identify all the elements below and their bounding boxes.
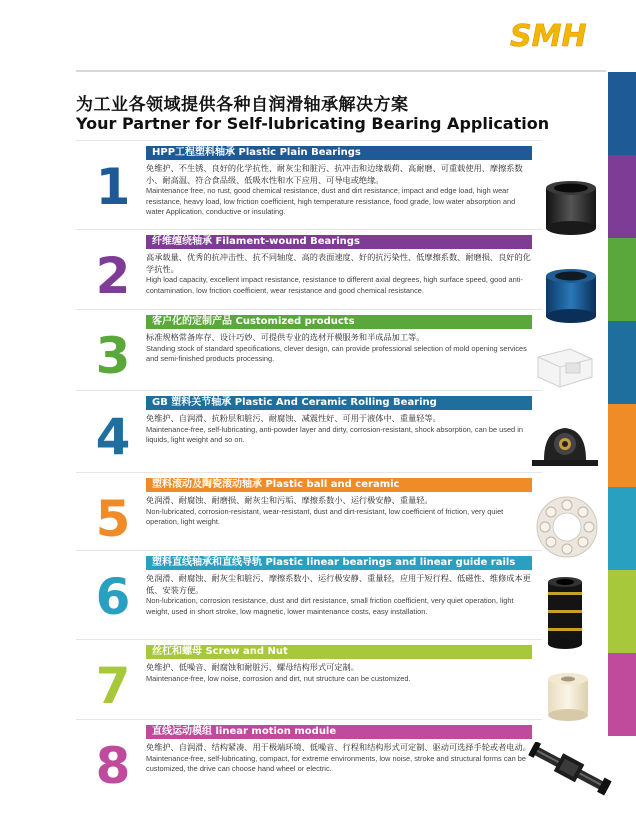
- section-desc-cn: 高承载量、优秀的抗冲击性、抗不同轴度、高的表面速度、好的抗污染性、低摩擦系数、耐磨损、良好的化学抗性。: [146, 252, 531, 274]
- side-tab-2: [608, 155, 636, 238]
- section-desc-en: Non-lubricated, corrosion-resistant, wear-resistant, dust and dirt-resistant, low coefficient of friction, very quiet operation, light weight.: [146, 506, 504, 526]
- pillow-block-bearing-image: [528, 420, 602, 474]
- section-desc-cn: 免润滑、耐腐蚀、耐灰尘和脏污、摩擦系数小、运行极安静、重量轻，应用于短行程、低磁性、维修成本更低、安装方便。: [146, 573, 531, 595]
- section-desc-en: Maintenance-free, self-lubricating, compact, for extreme environments, low noise, stroke and structural forms can be customized, the drive can choose hand wheel or electric.: [146, 753, 526, 773]
- section-desc-en: Maintenance-free, low noise, corrosion and dirt, nut structure can be customized.: [146, 673, 411, 683]
- section-divider: [76, 309, 542, 310]
- section-number: 6: [95, 568, 131, 626]
- side-tab-1: [608, 72, 636, 155]
- section-desc-en: Maintenance free, no rust, good chemical resistance, dust and dirt resistance, impact and edge load, high wear resistance, heavy load, low friction coefficient, high temperature resistance, food grade, low water absorption and water Application, conductive or insulating.: [146, 186, 516, 216]
- section-divider: [76, 229, 542, 230]
- section-divider: [76, 550, 542, 551]
- section-desc-en: High load capacity, excellent impact resistance, resistance to different axial degrees, high surface speed, good anti-contamination, low friction coefficient, wear resistance and good chemical resistance.: [146, 275, 523, 295]
- section-title: HPP工程塑料轴承 Plastic Plain Bearings: [152, 147, 361, 158]
- product-section-2: [76, 235, 532, 315]
- section-divider: [76, 140, 542, 141]
- section-body: [146, 495, 532, 528]
- section-divider: [76, 472, 542, 473]
- section-body: [146, 163, 532, 218]
- section-title: 直线运动模组 linear motion module: [152, 726, 337, 737]
- side-tab-7: [608, 570, 636, 653]
- section-number: 8: [95, 737, 131, 795]
- product-section-4: [76, 396, 532, 478]
- ceramic-ball-bearing-image: [532, 492, 602, 566]
- linear-module-image: [524, 742, 614, 802]
- smh-logo: [506, 10, 596, 58]
- section-body: [146, 742, 532, 775]
- section-number: 4: [95, 408, 131, 466]
- product-section-8: [76, 725, 532, 815]
- side-tab-8: [608, 653, 636, 736]
- section-title: 塑料滚动及陶瓷滚动轴承 Plastic ball and ceramic: [152, 479, 400, 490]
- top-divider: [76, 70, 606, 72]
- section-desc-cn: 免维护、不生锈、良好的化学抗性、耐灰尘和脏污、抗冲击和边缘载荷、高耐磨、可重载使用、摩擦系数小、耐高温、符合食品级、低吸水性和水下应用、可导电或绝缘。: [146, 163, 523, 185]
- section-title: 丝杠和螺母 Screw and Nut: [152, 646, 288, 657]
- section-number: 5: [95, 490, 131, 548]
- section-desc-en: Standing stock of standard specifications, clever design, can provide professional selection of mold opening services and semi-finished products processing.: [146, 343, 527, 363]
- black-plastic-bushing-image: [536, 170, 606, 244]
- section-number: 1: [95, 158, 131, 216]
- svg-text:SMH: SMH: [510, 19, 587, 54]
- side-tab-6: [608, 487, 636, 570]
- side-color-tabs: [608, 72, 636, 736]
- side-tab-4: [608, 321, 636, 404]
- section-title: GB 塑料关节轴承 Plastic And Ceramic Rolling Bearing: [152, 397, 437, 408]
- section-body: [146, 332, 532, 365]
- page-title-cn: 为工业各领域提供各种自润滑轴承解决方案: [76, 95, 409, 115]
- section-divider: [76, 639, 542, 640]
- section-number: 2: [95, 247, 131, 305]
- section-number: 3: [95, 327, 131, 385]
- side-tab-3: [608, 238, 636, 321]
- section-body: [146, 662, 532, 684]
- section-desc-cn: 免维护、低噪音、耐腐蚀和耐脏污、螺母结构形式可定制。: [146, 662, 359, 672]
- section-title: 客户化的定制产品 Customized products: [152, 316, 355, 327]
- section-body: [146, 252, 532, 296]
- product-section-7: [76, 645, 532, 725]
- section-desc-cn: 免维护、自润滑、结构紧凑、用于极端环境、低噪音、行程和结构形式可定制、驱动可选择手轮或者电动。: [146, 742, 531, 752]
- section-desc-cn: 免润滑、耐腐蚀、耐磨损、耐灰尘和污垢、摩擦系数小、运行极安静、重量轻。: [146, 495, 433, 505]
- linear-bearing-image: [540, 572, 590, 656]
- section-desc-en: Maintenance-free, self-lubricating, anti-powder layer and dirty, corrosion-resistant, shock absorption, can be used in liquids, light weight and so on.: [146, 424, 523, 444]
- side-tab-5: [608, 404, 636, 487]
- page-title-en: Your Partner for Self-lubricating Bearing Application: [76, 114, 550, 133]
- screw-nut-image: [538, 665, 598, 729]
- section-body: [146, 573, 532, 617]
- section-title: 纤维缠绕轴承 Filament-wound Bearings: [152, 236, 360, 247]
- section-title: 塑料直线轴承和直线导轨 Plastic linear bearings and linear guide rails: [152, 557, 516, 568]
- product-section-1: [76, 146, 532, 235]
- product-section-5: [76, 478, 532, 556]
- blue-filament-bushing-image: [536, 258, 606, 332]
- section-divider: [76, 390, 542, 391]
- section-desc-cn: 免维护、自润滑、抗粉层和脏污、耐腐蚀、减震性好、可用于液体中、重量轻等。: [146, 413, 441, 423]
- section-body: [146, 413, 532, 446]
- section-desc-en: Non-lubrication, corrosion resistance, dust and dirt resistance, small friction coefficient, very quiet operation, light weight, used in short stroke, low magnetic, lower maintenance costs, easy installation.: [146, 596, 514, 616]
- product-section-3: [76, 315, 532, 396]
- section-desc-cn: 标准规格常备库存、设计巧妙、可提供专业的选材开模服务和半成品加工等。: [146, 332, 425, 342]
- section-number: 7: [95, 657, 131, 715]
- product-section-6: [76, 556, 532, 645]
- section-divider: [76, 719, 542, 720]
